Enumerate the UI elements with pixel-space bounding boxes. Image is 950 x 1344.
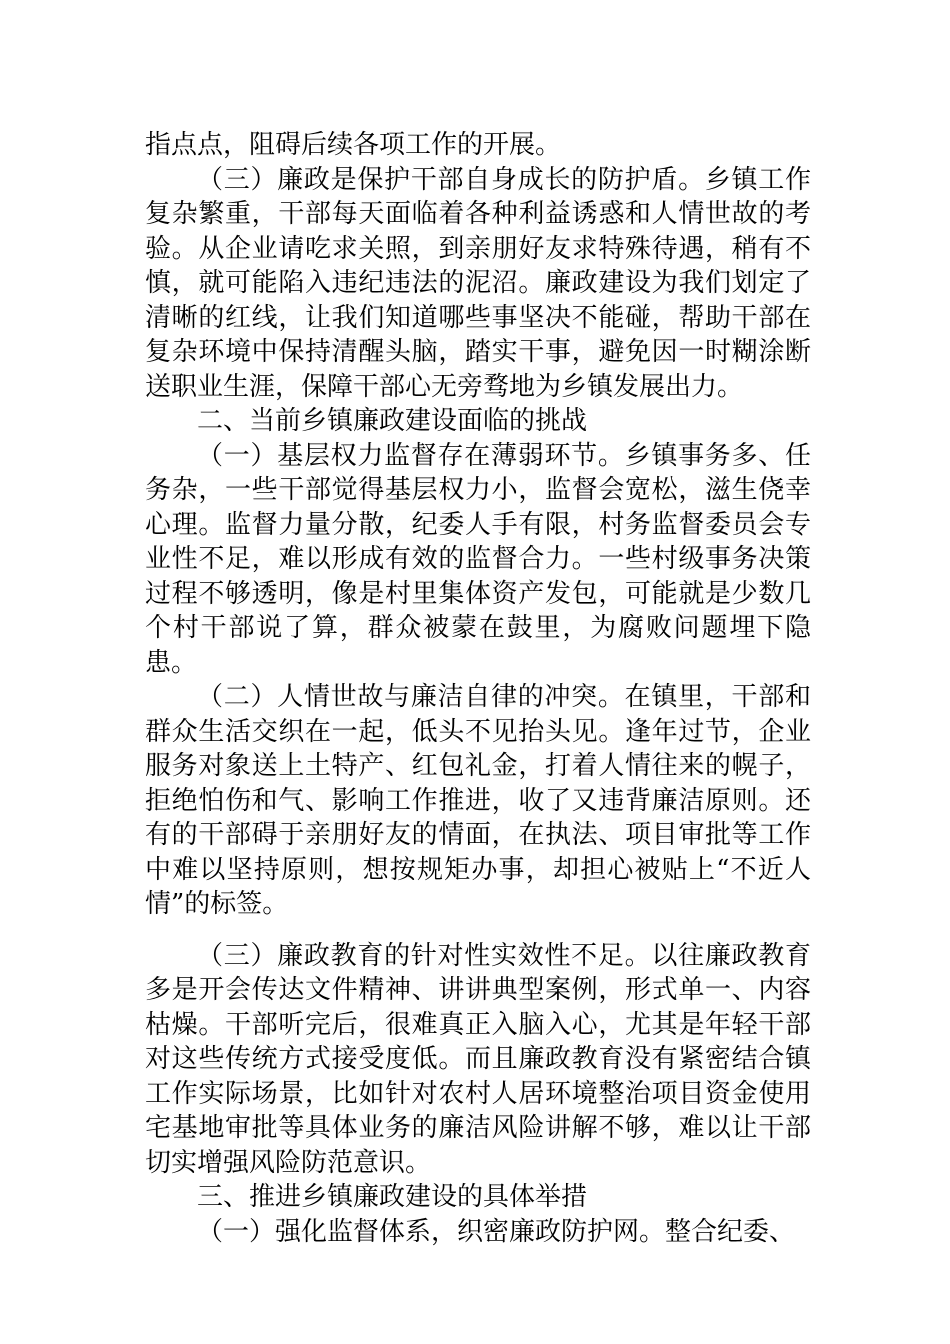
paragraph-education-effectiveness: （三）廉政教育的针对性实效性不足。以往廉政教育多是开会传达文件精神、讲讲典型案例，形式单一、内容枯燥。干部听完后，很难真正入脑入心，尤其是年轻干部对这些传统方式接受度低。而且廉政教育没有紧密结合镇工作实际场景，比如针对农村人居环境整治项目资金使用宅基地审批等具体业务的廉洁风险讲解不够，难以让干部切实增强风险防范意识。 <box>145 940 811 1178</box>
paragraph-power-supervision-weakness: （一）基层权力监督存在薄弱环节。乡镇事务多、任务杂，一些干部觉得基层权力小，监督会宽松，滋生侥幸心理。监督力量分散，纪委人手有限，村务监督委员会专业性不足，难以形成有效的监督合力。一些村级事务决策过程不够透明，像是村里集体资产发包，可能就是少数几个村干部说了算，群众被蒙在鼓里，为腐败问题埋下隐患。 <box>145 440 811 678</box>
document-body <box>145 128 811 1249</box>
section-heading-measures: 三、推进乡镇廉政建设的具体举措 <box>197 1182 588 1212</box>
paragraph-continuation: 指点点，阻碍后续各项工作的开展。 <box>145 130 562 160</box>
section-heading-challenges: 二、当前乡镇廉政建设面临的挑战 <box>197 406 588 436</box>
paragraph-strengthen-supervision: （一）强化监督体系，织密廉政防护网。整合纪委、 <box>197 1216 796 1247</box>
paragraph-integrity-protective-shield: （三）廉政是保护干部自身成长的防护盾。乡镇工作复杂繁重，干部每天面临着各种利益诱惑和人情世故的考验。从企业请吃求关照，到亲朋好友求特殊待遇，稍有不慎，就可能陷入违纪违法的泥沼。廉政建设为我们划定了清晰的红线，让我们知道哪些事坚决不能碰，帮助干部在复杂环境中保持清醒头脑，踏实干事，避免因一时糊涂断送职业生涯，保障干部心无旁骛地为乡镇发展出力。 <box>145 164 811 402</box>
paragraph-personal-relations-conflict: （二）人情世故与廉洁自律的冲突。在镇里，干部和群众生活交织在一起，低头不见抬头见。逢年过节，企业服务对象送上土特产、红包礼金，打着人情往来的幌子，拒绝怕伤和气、影响工作推进，收了又违背廉洁原则。还有的干部碍于亲朋好友的情面，在执法、项目审批等工作中难以坚持原则，想按规矩办事，却担心被贴上“不近人情”的标签。 <box>145 682 811 919</box>
